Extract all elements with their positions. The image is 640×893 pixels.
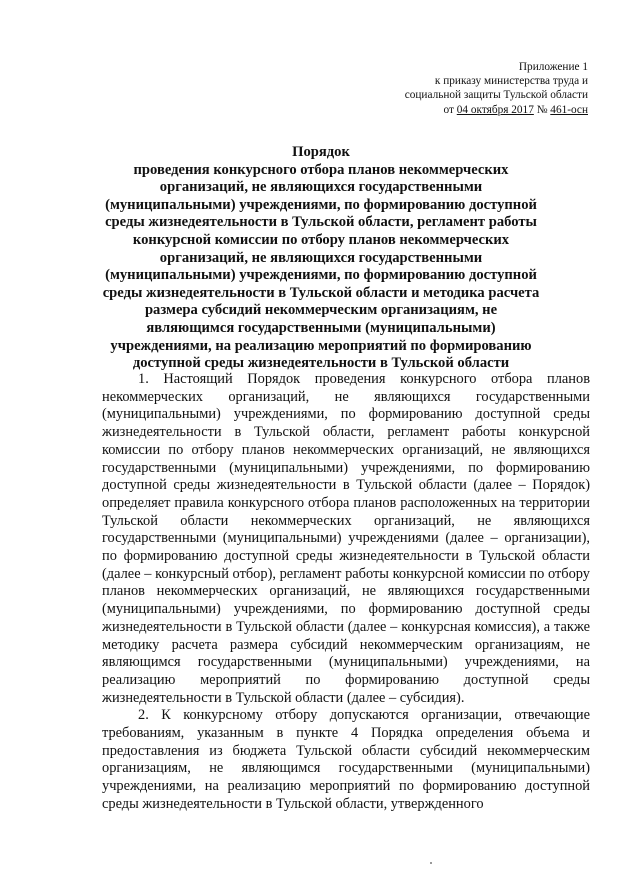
from-label: от [443,103,454,116]
appendix-header [328,60,588,117]
paragraph-2: 2. К конкурсному отбору допускаются организации, отвечающие требованиям, указанным в пункте 4 Порядка определения объема и предоставления из бюджета Тульской области субсидий некоммерческим организациям, не являющимся государственными (муниципальными) учреждениями, на реализацию мероприятий по формированию доступной среды жизнедеятельности в Тульской области, утвержденного [102,707,590,812]
document-body [102,371,590,814]
title-heading: Порядок [292,144,350,160]
order-date: 04 октября 2017 [456,103,534,116]
scan-speck [430,862,432,864]
appendix-order-ref: к приказу министерства труда и [434,75,588,88]
title-body: проведения конкурсного отбора планов некоммерческих организаций, не являющихся государственными (муниципальными) учреждениями, по формированию доступной среды жизнедеятельности в Тульской области, регламент работы конкурсной комиссии по отбору планов некоммерческих организаций, не являющихся государственными (муниципальными) учреждениями, по формированию доступной среды жизнедеятельности в Тульской области и методика расчета размера субсидий некоммерческим организациям, не являющимся государственными (муниципальными) учреждениями, на реализацию мероприятий по формированию доступной среды жизнедеятельности в Тульской области [102,161,540,372]
appendix-label: Приложение 1 [518,61,588,73]
appendix-ministry: социальной защиты Тульской области [404,89,588,102]
paragraph-1: 1. Настоящий Порядок проведения конкурсного отбора планов некоммерческих организаций, не являющихся государственными (муниципальными) учреждениями, по формированию доступной среды жизнедеятельности в Тульской области, регламент работы конкурсной комиссии по отбору планов некоммерческих организаций, не являющихся государственными (муниципальными) учреждениями, по формированию доступной среды жизнедеятельности в Тульской области (далее – Порядок) определяет правила конкурсного отбора планов расположенных на территории Тульской области некоммерческих организаций, не являющихся государственными (муниципальными) учреждениями (далее – организации), по формированию доступной среды жизнедеятельности в Тульской области (далее – конкурсный отбор), регламент работы конкурсной комиссии по отбору планов некоммерческих организаций, не являющихся государственными (муниципальными) учреждениями, по формированию доступной среды жизнедеятельности в Тульской области (далее – конкурсная комиссия), а также методику расчета размера субсидий некоммерческим организациям, не являющимся государственными (муниципальными) учреждениями, на реализацию мероприятий по формированию доступной среды жизнедеятельности в Тульской области (далее – субсидия). [102,371,590,706]
appendix-date-line [328,103,588,117]
document-title [102,144,540,373]
order-number: 461-осн [550,103,588,116]
number-label: № [536,103,548,116]
